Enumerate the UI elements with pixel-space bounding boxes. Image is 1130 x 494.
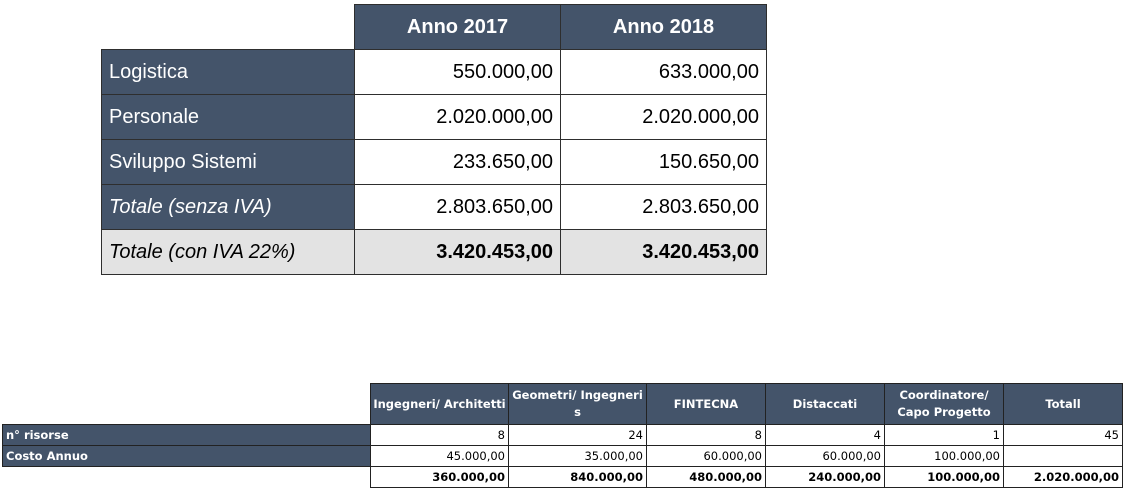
- header-distaccati: Distaccati: [766, 384, 885, 425]
- value-2018: 2.803.650,00: [561, 185, 767, 230]
- value-2018: 2.020.000,00: [561, 95, 767, 140]
- staff-header-row: [3, 384, 1123, 425]
- summary-corner-cell: [102, 5, 355, 50]
- table-cell: 8: [371, 425, 509, 446]
- summary-row-sviluppo-sistemi: [102, 140, 767, 185]
- header-coordinatore: Coordinatore/ Capo Progetto: [885, 384, 1004, 425]
- value-2018: 150.650,00: [561, 140, 767, 185]
- value-2018: 3.420.453,00: [561, 230, 767, 275]
- header-totale: Totall: [1004, 384, 1123, 425]
- total-cell: 840.000,00: [509, 467, 647, 488]
- total-cell: 100.000,00: [885, 467, 1004, 488]
- table-cell: 35.000,00: [509, 446, 647, 467]
- total-cell: 360.000,00: [371, 467, 509, 488]
- summary-header-2018: Anno 2018: [561, 5, 767, 50]
- summary-row-personale: [102, 95, 767, 140]
- total-cell: 240.000,00: [766, 467, 885, 488]
- value-2018: 633.000,00: [561, 50, 767, 95]
- total-cell: 2.020.000,00: [1004, 467, 1123, 488]
- row-label: Totale (con IVA 22%): [102, 230, 355, 275]
- value-2017: 233.650,00: [355, 140, 561, 185]
- value-2017: 2.803.650,00: [355, 185, 561, 230]
- row-label: Sviluppo Sistemi: [102, 140, 355, 185]
- summary-row-logistica: [102, 50, 767, 95]
- row-label: Totale (senza IVA): [102, 185, 355, 230]
- staff-cost-table: [2, 383, 1123, 488]
- value-2017: 2.020.000,00: [355, 95, 561, 140]
- summary-row-totale-con-iva: [102, 230, 767, 275]
- summary-row-totale-senza-iva: [102, 185, 767, 230]
- table-cell: 60.000,00: [766, 446, 885, 467]
- staff-row-risorse: [3, 425, 1123, 446]
- staff-row-costo-annuo: [3, 446, 1123, 467]
- cost-summary-table: [101, 4, 767, 275]
- table-cell: 45: [1004, 425, 1123, 446]
- table-cell: 24: [509, 425, 647, 446]
- row-label: Logistica: [102, 50, 355, 95]
- row-label: Costo Annuo: [3, 446, 371, 467]
- total-cell: 480.000,00: [647, 467, 766, 488]
- header-geometri-ingegneri: Geometri/ Ingegneri s: [509, 384, 647, 425]
- summary-header-2017: Anno 2017: [355, 5, 561, 50]
- staff-row-totals: [3, 467, 1123, 488]
- header-fintecna: FINTECNA: [647, 384, 766, 425]
- table-cell: 1: [885, 425, 1004, 446]
- table-cell: 100.000,00: [885, 446, 1004, 467]
- header-ingegneri-architetti: Ingegneri/ Architetti: [371, 384, 509, 425]
- table-cell: [1004, 446, 1123, 467]
- totals-label-cell: [3, 467, 371, 488]
- table-cell: 4: [766, 425, 885, 446]
- value-2017: 550.000,00: [355, 50, 561, 95]
- value-2017: 3.420.453,00: [355, 230, 561, 275]
- table-cell: 60.000,00: [647, 446, 766, 467]
- row-label: n° risorse: [3, 425, 371, 446]
- summary-header-row: [102, 5, 767, 50]
- table-cell: 45.000,00: [371, 446, 509, 467]
- row-label: Personale: [102, 95, 355, 140]
- staff-corner-cell: [3, 384, 371, 425]
- table-cell: 8: [647, 425, 766, 446]
